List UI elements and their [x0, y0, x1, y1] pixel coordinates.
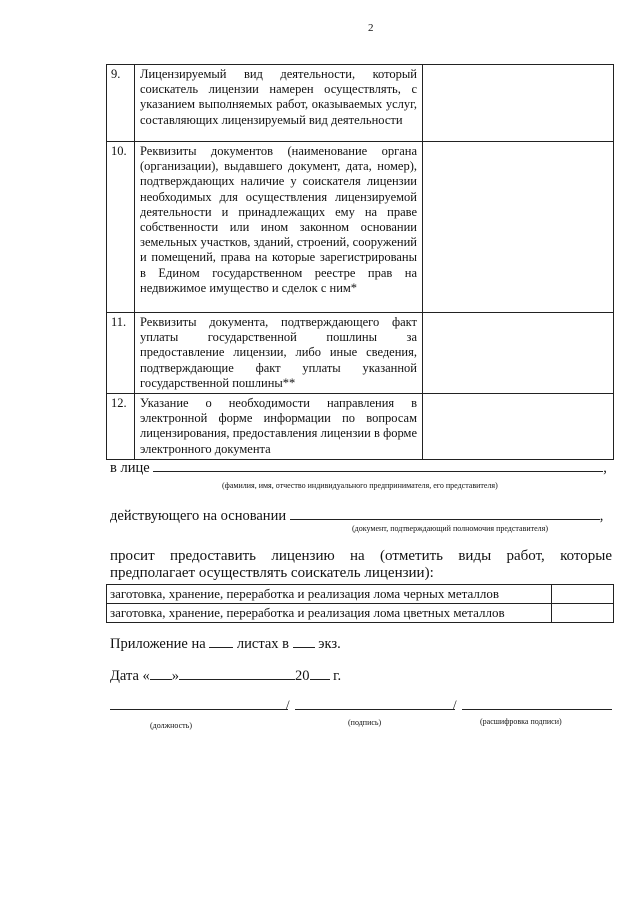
row-value-cell[interactable] [423, 142, 614, 313]
month-field[interactable] [179, 666, 295, 680]
table-row [107, 142, 614, 313]
separator-slash: / [286, 697, 290, 712]
table-row [107, 313, 614, 394]
table-row [107, 394, 614, 460]
row-description: Лицензируемый вид деятельности, который соискатель лицензии намерен осуществлять, с указанием выполняемых работ, оказываемых услуг, составляющих лицензируемый вид деятельности [135, 65, 423, 142]
row-value-cell[interactable] [423, 65, 614, 142]
represented-by-field[interactable] [153, 458, 603, 472]
acting-basis-caption: (документ, подтверждающий полномочия представителя) [352, 524, 549, 533]
work-types-table [106, 584, 614, 623]
work-type-checkbox[interactable] [552, 585, 614, 604]
attachment-middle: листах в [236, 636, 290, 652]
represented-by-caption: (фамилия, имя, отчество индивидуального предпринимателя, его представителя) [222, 481, 498, 490]
row-description: Реквизиты документов (наименование органа (организации), выдавшего документ, дата, номер), подтверждающих наличие у соискателя лицензии необходимых для осуществления лицензируемой деятельности и принадлежащих ему на праве собственности или ином законном основании земельных участков, зданий, строений, сооружений и помещений, права на которые зарегистрированы в Едином государственном реестре прав на недвижимое имущество и сделок с ним* [135, 142, 423, 313]
copy-count-field[interactable] [293, 634, 315, 648]
day-field[interactable] [150, 666, 172, 680]
separator-slash: / [453, 697, 457, 712]
date-prefix: Дата « [110, 668, 150, 684]
work-type-label: заготовка, хранение, переработка и реализация лома цветных металлов [107, 604, 552, 623]
row-description: Указание о необходимости направления в электронной форме информации по вопросам лицензирования, предоставления лицензии в форме электронного документа [135, 394, 423, 460]
work-type-checkbox[interactable] [552, 604, 614, 623]
sheet-count-field[interactable] [209, 634, 233, 648]
date-suffix: г. [333, 668, 342, 684]
table-row [107, 604, 614, 623]
page-number: 2 [368, 22, 374, 34]
request-text: просит предоставить лицензию на (отметить виды работ, которые предполагает осуществлять соискатель лицензии): [110, 548, 612, 581]
attachment-line [110, 634, 341, 653]
row-value-cell[interactable] [423, 313, 614, 394]
row-number: 10. [107, 142, 135, 313]
attachment-prefix: Приложение на [110, 636, 206, 652]
represented-by-label: в лице [110, 460, 150, 476]
signature-decoding-field[interactable] [462, 709, 612, 710]
date-close-quote: » [171, 668, 180, 684]
row-value-cell[interactable] [423, 394, 614, 460]
position-field[interactable] [110, 709, 288, 710]
position-caption: (должность) [150, 721, 192, 730]
comma: , [603, 460, 607, 476]
row-number: 12. [107, 394, 135, 460]
row-number: 9. [107, 65, 135, 142]
application-table [106, 64, 614, 460]
row-description: Реквизиты документа, подтверждающего факт уплаты государственной пошлины за предоставление лицензии, либо иные сведения, подтверждающие факт уплаты указанной государственной пошлины** [135, 313, 423, 394]
signature-caption: (подпись) [348, 718, 382, 727]
decoding-caption: (расшифровка подписи) [480, 717, 562, 726]
acting-basis-field[interactable] [290, 506, 600, 520]
year-field[interactable] [310, 666, 330, 680]
acting-basis-line [110, 506, 625, 525]
signature-field[interactable] [295, 709, 455, 710]
represented-by-line [110, 458, 620, 477]
year-prefix: 20 [295, 668, 310, 684]
comma: , [599, 508, 604, 524]
acting-basis-label: действующего на основании [110, 508, 287, 524]
attachment-suffix: экз. [318, 636, 341, 652]
work-type-label: заготовка, хранение, переработка и реализация лома черных металлов [107, 585, 552, 604]
table-row [107, 585, 614, 604]
date-line [110, 666, 341, 685]
row-number: 11. [107, 313, 135, 394]
table-row [107, 65, 614, 142]
